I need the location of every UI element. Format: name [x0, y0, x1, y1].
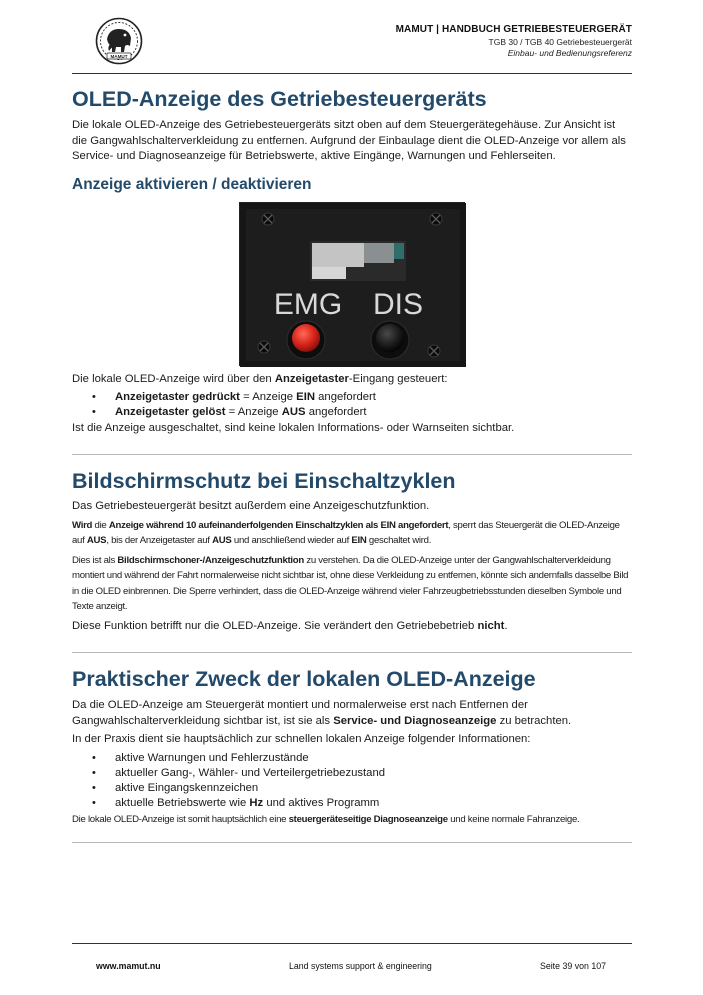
header-subtitle: TGB 30 / TGB 40 Getriebesteuergerät	[488, 37, 632, 47]
section3-p1: Da die OLED-Anzeige am Steuergerät montiert und normalerweise erst nach Entfernen der Gangwahlschalterverkleidung sichtbar ist, ist sie als Service- und Diagnoseanzeige zu betrachten.	[72, 699, 572, 727]
section3-p2: In der Praxis dient sie hauptsächlich zur schnellen lokalen Anzeige folgender Informationen:	[72, 733, 531, 746]
footer-page-number: Seite 39 von 107	[539, 961, 606, 971]
header-title: MAMUT | HANDBUCH GETRIEBESTEUERGERÄT	[395, 24, 632, 35]
footer-tagline: Land systems support & engineering	[289, 961, 432, 971]
divider	[72, 454, 632, 455]
dis-label: DIS	[372, 287, 424, 321]
control-text: Die lokale OLED-Anzeige wird über den Anzeigetaster-Eingang gesteuert:	[72, 372, 448, 385]
info-list	[72, 751, 632, 812]
list-item: • aktueller Gang-, Wähler- und Verteilergetriebezustand	[72, 766, 632, 781]
oled-panel-photo	[239, 202, 465, 366]
oled-screen	[310, 241, 406, 281]
section1-subheading: Anzeige aktivieren / deaktivieren	[72, 175, 312, 193]
list-item: • aktive Warnungen und Fehlerzustände	[72, 751, 632, 766]
section1-intro: Die lokale OLED-Anzeige des Getriebesteuergeräts sitzt oben auf dem Steuergerätegehäuse. Zur Ansicht ist die Gangwahlschalterverkleidung zu entfernen. Aufgrund der Einbaulage dient die OLED-Anzeige vor allem als Service- und Diagnoseanzeige für Betriebswerte, aktive Eingänge, Warnungen und Fehlerseiten.	[72, 119, 626, 162]
divider	[72, 652, 632, 653]
list-item: • Anzeigetaster gelöst = Anzeige AUS angefordert	[72, 405, 632, 420]
page-footer	[72, 943, 632, 983]
svg-text:MAMUT: MAMUT	[110, 53, 128, 59]
section3-heading: Praktischer Zweck der lokalen OLED-Anzeige	[72, 667, 536, 692]
section2-p2: Wird die Anzeige während 10 aufeinanderfolgenden Einschaltzyklen als EIN angefordert, sperrt das Steuergerät die OLED-Anzeige auf AUS, bis der Anzeigetaster auf AUS und anschließend wieder auf EIN geschaltet wird.	[72, 519, 620, 547]
list-item: • aktive Eingangskennzeichen	[72, 781, 632, 796]
list-item: • aktuelle Betriebswerte wie Hz und aktives Programm	[72, 796, 632, 811]
footer-website: www.mamut.nu	[96, 961, 161, 971]
section3-p3: Die lokale OLED-Anzeige ist somit hauptsächlich eine steuergeräteseitige Diagnoseanzeige und keine normale Fahranzeige.	[72, 813, 580, 825]
dis-black-button	[376, 324, 404, 352]
header-subtitle-2: Einbau- und Bedienungsreferenz	[507, 48, 632, 58]
section2-p3: Dies ist als Bildschirmschoner-/Anzeigeschutzfunktion zu verstehen. Da die OLED-Anzeige unter der Gangwahlschalterverkleidung montiert und während der Fahrt normalerweise nicht sichtbar ist, ohne diese Verkleidung zu entfernen, könnte sich andernfalls dasselbe Bild in die OLED einbrennen. Die Sperre verhindert, dass die OLED-Anzeige während vieler Fahrzeugbetriebsstunden dieselben Symbole und Texte anzeigt.	[72, 554, 629, 613]
display-state-list	[72, 390, 632, 421]
section1-closing: Ist die Anzeige ausgeschaltet, sind keine lokalen Informations- oder Warnseiten sichtbar.	[72, 421, 515, 434]
emg-label: EMG	[273, 287, 343, 321]
list-item: • Anzeigetaster gedrückt = Anzeige EIN angefordert	[72, 390, 632, 405]
page-content	[72, 82, 632, 843]
section2-heading: Bildschirmschutz bei Einschaltzyklen	[72, 469, 456, 494]
section2-p1: Das Getriebesteuergerät besitzt außerdem eine Anzeigeschutzfunktion.	[72, 500, 430, 513]
divider	[72, 842, 632, 843]
mamut-logo	[94, 17, 144, 65]
emg-red-button	[292, 324, 320, 352]
section1-heading: OLED-Anzeige des Getriebesteuergeräts	[72, 87, 487, 111]
section2-p4: Diese Funktion betrifft nur die OLED-Anzeige. Sie verändert den Getriebebetrieb nicht.	[72, 619, 508, 632]
page-header	[72, 12, 632, 74]
